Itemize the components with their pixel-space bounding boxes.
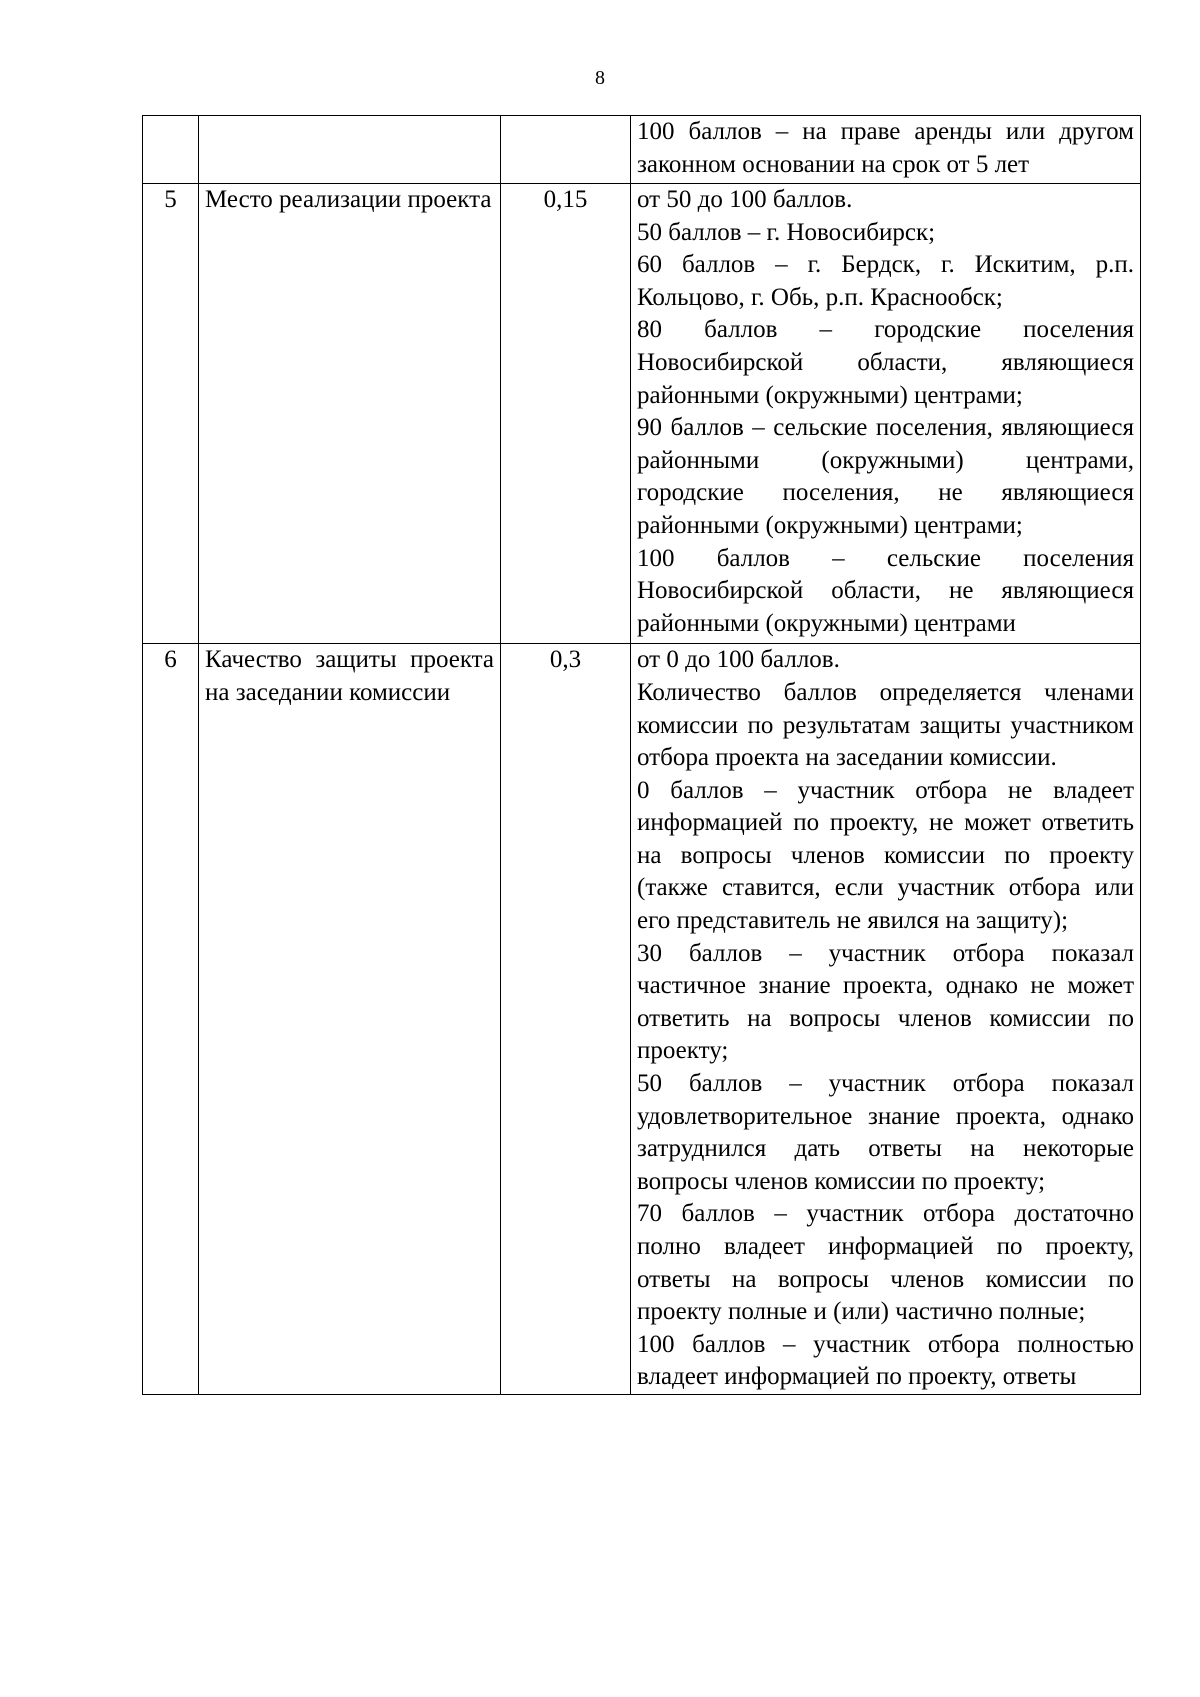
page-number: 8 [595,67,605,89]
table-row [143,184,1141,644]
description-paragraph: 50 баллов – г. Новосибирск; [637,218,936,246]
criterion-description [631,644,1141,1395]
description-paragraph: Количество баллов определяется членами комиссии по результатам защиты участником отбора проекта на заседании комиссии. [637,678,1134,772]
description-paragraph: 80 баллов – городские поселения Новосибирской области, являющиеся районными (окружными) центрами; [637,316,1134,409]
criterion-number: 6 [143,644,199,1395]
criterion-name [199,116,501,184]
table-row [143,116,1141,184]
criterion-number: 5 [143,184,199,644]
description-paragraph: 70 баллов – участник отбора достаточно полно владеет информацией по проекту, ответы на вопросы членов комиссии по проекту полные и (или) частично полные; [637,1200,1134,1326]
criterion-weight: 0,3 [501,644,631,1395]
criterion-name: Место реализации проекта [199,184,501,644]
description-paragraph: 50 баллов – участник отбора показал удовлетворительное знание проекта, однако затруднился дать ответы на некоторые вопросы членов комиссии по проекту; [637,1070,1134,1195]
description-paragraph: 60 баллов – г. Бердск, г. Искитим, р.п. Кольцово, г. Обь, р.п. Краснообск; [637,251,1134,311]
description-paragraph: 0 баллов – участник отбора не владеет информацией по проекту, не может ответить на вопросы членов комиссии по проекту (также ставится, если участник отбора или его представитель не явился на защиту); [637,776,1134,935]
description-paragraph: 100 баллов – сельские поселения Новосибирской области, не являющиеся районными (окружными) центрами [637,544,1134,637]
description-paragraph: 90 баллов – сельские поселения, являющиеся районными (окружными) центрами, городские поселения, не являющиеся районными (окружными) центрами; [637,414,1134,539]
description-paragraph: 100 баллов – участник отбора полностью владеет информацией по проекту, ответы [637,1330,1134,1391]
description-paragraph: от 50 до 100 баллов. [637,186,853,213]
criterion-description [631,116,1141,184]
description-paragraph: 30 баллов – участник отбора показал частичное знание проекта, однако не может ответить на вопросы членов комиссии по проекту; [637,939,1134,1065]
criterion-weight: 0,15 [501,184,631,644]
criterion-weight [501,116,631,184]
criterion-number [143,116,199,184]
description-paragraph: 100 баллов – на праве аренды или другом законном основании на срок от 5 лет [637,118,1134,178]
criterion-description [631,184,1141,644]
criterion-name: Качество защиты проекта на заседании комиссии [199,644,501,1395]
criteria-table [142,115,1141,1395]
table-row [143,644,1141,1395]
description-paragraph: от 0 до 100 баллов. [637,646,840,674]
